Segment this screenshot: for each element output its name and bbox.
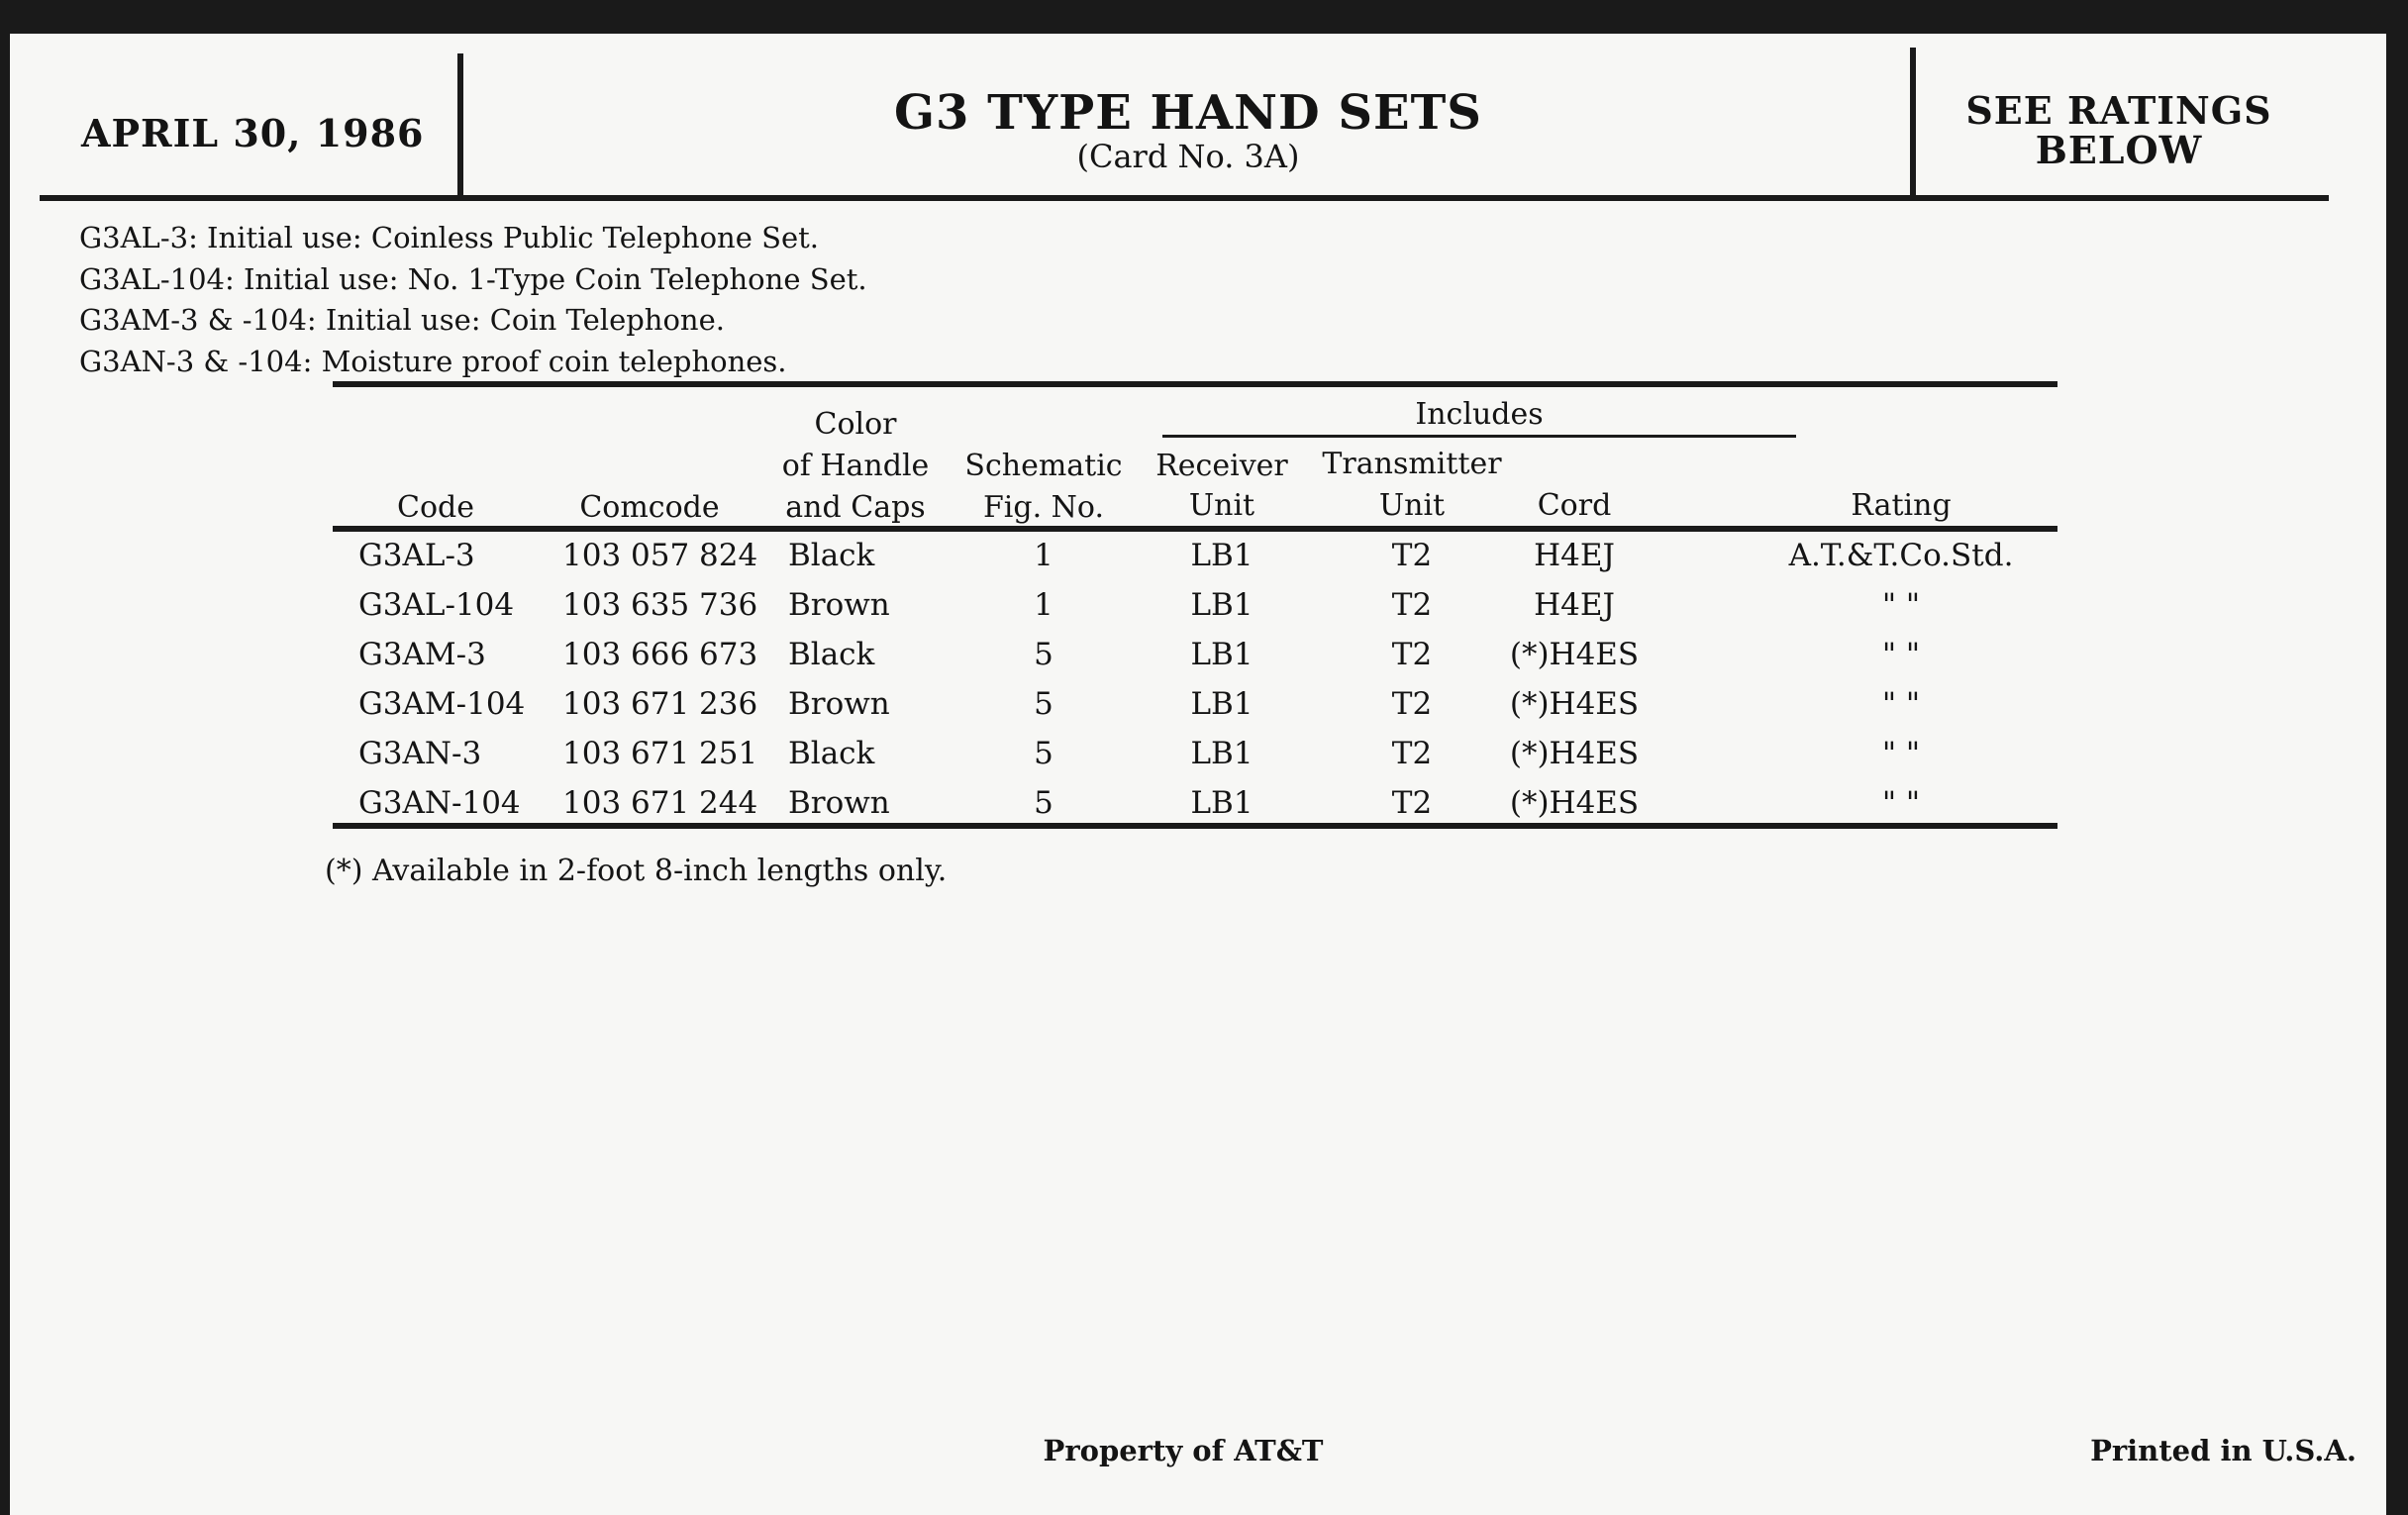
usage-notes [79, 218, 867, 382]
cell-receiver: LB1 [1190, 736, 1254, 771]
property-note: Property of AT&T [1043, 1434, 1324, 1467]
cell-rating: " " [1881, 587, 1921, 623]
printed-note: Printed in U.S.A. [2090, 1434, 2357, 1467]
cell-color: Black [788, 736, 875, 771]
cell-rating: A.T.&T.Co.Std. [1788, 538, 2014, 573]
ratings-note-line2: BELOW [2035, 128, 2203, 172]
header-color-line2: of Handle [781, 449, 930, 483]
table-row [0, 630, 2408, 679]
page-title: G3 TYPE HAND SETS [894, 85, 1482, 141]
header-code: Code [397, 490, 474, 525]
table-row [0, 729, 2408, 778]
table-row [0, 531, 2408, 580]
cell-fig: 1 [1034, 538, 1054, 573]
cell-color: Brown [788, 785, 890, 821]
note-line: G3AM-3 & -104: Initial use: Coin Telephone. [79, 303, 725, 337]
cell-comcode: 103 671 236 [562, 686, 758, 722]
cell-code: G3AN-104 [358, 785, 521, 821]
cell-receiver: LB1 [1190, 785, 1254, 821]
card-number: (Card No. 3A) [1076, 138, 1300, 175]
header-schematic-line1: Schematic [964, 449, 1123, 483]
cell-cord: (*)H4ES [1509, 686, 1640, 722]
header-transmitter-line2: Unit [1378, 488, 1446, 523]
cell-receiver: LB1 [1190, 686, 1254, 722]
cell-cord: H4EJ [1534, 538, 1615, 573]
cell-rating: " " [1881, 637, 1921, 672]
header-rating: Rating [1851, 488, 1952, 523]
table-row [0, 679, 2408, 729]
note-line: G3AL-104: Initial use: No. 1-Type Coin Telephone Set. [79, 261, 867, 296]
table-top-rule [333, 381, 2057, 387]
note-line: G3AN-3 & -104: Moisture proof coin telephones. [79, 344, 787, 378]
cell-comcode: 103 671 251 [562, 736, 758, 771]
header-includes: Includes [1415, 397, 1544, 432]
cell-color: Brown [788, 587, 890, 623]
cell-transmitter: T2 [1391, 637, 1433, 672]
cell-rating: " " [1881, 785, 1921, 821]
cell-code: G3AN-3 [358, 736, 482, 771]
header-divider-left [457, 53, 463, 200]
cell-code: G3AL-104 [358, 587, 515, 623]
cell-comcode: 103 666 673 [562, 637, 758, 672]
cell-comcode: 103 635 736 [562, 587, 758, 623]
cell-code: G3AM-3 [358, 637, 486, 672]
table-footnote: (*) Available in 2-foot 8-inch lengths only. [325, 854, 948, 888]
cell-receiver: LB1 [1190, 637, 1254, 672]
cell-transmitter: T2 [1391, 686, 1433, 722]
cell-code: G3AL-3 [358, 538, 475, 573]
header-transmitter-line1: Transmitter [1322, 447, 1502, 481]
cell-cord: (*)H4ES [1509, 785, 1640, 821]
cell-cord: H4EJ [1534, 587, 1615, 623]
header-cord: Cord [1537, 488, 1612, 523]
cell-color: Brown [788, 686, 890, 722]
cell-receiver: LB1 [1190, 538, 1254, 573]
header-schematic-line2: Fig. No. [982, 490, 1104, 525]
cell-transmitter: T2 [1391, 538, 1433, 573]
cell-fig: 5 [1034, 686, 1054, 722]
cell-code: G3AM-104 [358, 686, 526, 722]
cell-comcode: 103 671 244 [562, 785, 758, 821]
header-receiver-line1: Receiver [1155, 449, 1288, 483]
cell-fig: 1 [1034, 587, 1054, 623]
cell-fig: 5 [1034, 785, 1054, 821]
ratings-note-line1: SEE RATINGS [1965, 88, 2272, 133]
issue-date: APRIL 30, 1986 [81, 111, 425, 155]
cell-comcode: 103 057 824 [562, 538, 758, 573]
header-color-line1: Color [814, 407, 897, 442]
table-row [0, 580, 2408, 630]
note-line: G3AL-3: Initial use: Coinless Public Telephone Set. [79, 221, 820, 254]
cell-rating: " " [1881, 736, 1921, 771]
header-receiver-line2: Unit [1188, 488, 1255, 523]
header-rule [40, 195, 2329, 201]
cell-receiver: LB1 [1190, 587, 1254, 623]
table-row [0, 778, 2408, 828]
cell-transmitter: T2 [1391, 785, 1433, 821]
ratings-note [1921, 88, 2317, 172]
cell-fig: 5 [1034, 736, 1054, 771]
header-color-line3: and Caps [785, 490, 926, 525]
cell-fig: 5 [1034, 637, 1054, 672]
cell-rating: " " [1881, 686, 1921, 722]
cell-cord: (*)H4ES [1509, 736, 1640, 771]
header-comcode: Comcode [579, 490, 720, 525]
cell-cord: (*)H4ES [1509, 637, 1640, 672]
cell-transmitter: T2 [1391, 736, 1433, 771]
cell-color: Black [788, 538, 875, 573]
cell-transmitter: T2 [1391, 587, 1433, 623]
cell-color: Black [788, 637, 875, 672]
